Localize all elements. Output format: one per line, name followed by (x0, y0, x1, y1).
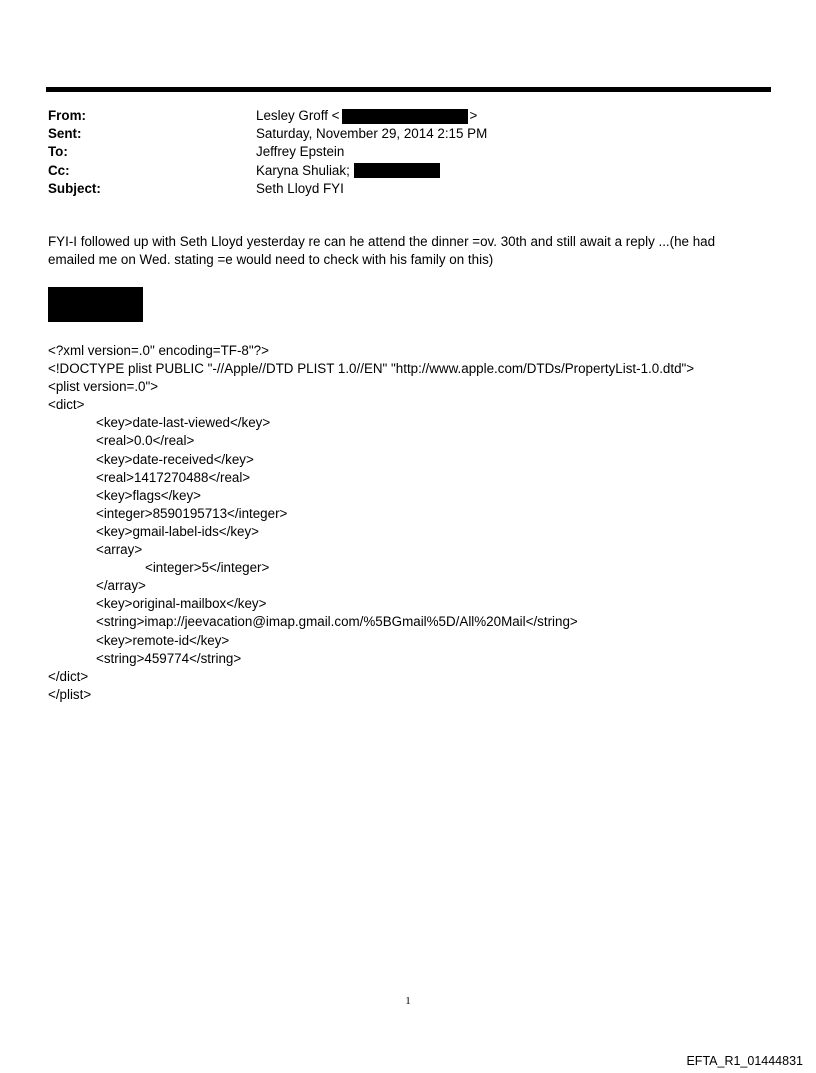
cc-value (256, 162, 440, 180)
plist-line: <real>0.0</real> (96, 433, 195, 449)
plist-line: <dict> (48, 397, 85, 413)
cc-label: Cc: (48, 162, 70, 178)
sent-value: Saturday, November 29, 2014 2:15 PM (256, 126, 488, 142)
plist-line: <key>remote-id</key> (96, 632, 230, 648)
to-value: Jeffrey Epstein (256, 144, 345, 160)
plist-code (48, 342, 694, 704)
plist-line: <!DOCTYPE plist PUBLIC "-//Apple//DTD PLIST 1.0//EN" "http://www.apple.com/DTDs/PropertyList-1.0.dtd"> (48, 361, 695, 377)
redaction-block (48, 287, 143, 322)
email-header (48, 107, 487, 198)
plist-line: <key>original-mailbox</key> (96, 596, 267, 612)
plist-line: <key>date-received</key> (96, 451, 254, 467)
cc-name: Karyna Shuliak; (256, 162, 350, 178)
to-label: To: (48, 144, 68, 160)
plist-line: </array> (96, 578, 146, 594)
redaction-bar (342, 109, 468, 124)
plist-line: <?xml version=.0" encoding=TF-8"?> (48, 343, 269, 358)
page-number: 1 (405, 995, 411, 1007)
document-id: EFTA_R1_01444831 (686, 1054, 803, 1068)
plist-line: <integer>5</integer> (145, 560, 270, 576)
header-rule (46, 87, 771, 92)
subject-value: Seth Lloyd FYI (256, 180, 344, 196)
plist-line: <string>459774</string> (96, 650, 242, 666)
plist-line: <key>date-last-viewed</key> (96, 415, 271, 431)
from-close: > (469, 108, 478, 123)
plist-line: <key>flags</key> (96, 487, 201, 503)
plist-line: <string>imap://jeevacation@imap.gmail.com/%5BGmail%5D/All%20Mail</string> (96, 614, 578, 630)
sent-row (48, 125, 487, 143)
plist-line: <plist version=.0"> (48, 379, 159, 395)
from-label: From: (48, 108, 86, 123)
from-value (256, 107, 477, 125)
email-body: FYI-I followed up with Seth Lloyd yesterday re can he attend the dinner =ov. 30th and still await a reply ...(he had emailed me on Wed. stating =e would need to check with his family on this) (48, 234, 716, 268)
from-name: Lesley Groff < (256, 108, 340, 123)
from-row (48, 107, 487, 125)
plist-line: <key>gmail-label-ids</key> (96, 523, 260, 539)
plist-line: </plist> (48, 686, 92, 702)
plist-line: </dict> (48, 668, 89, 684)
to-row (48, 143, 487, 161)
subject-label: Subject: (48, 180, 101, 196)
plist-line: <integer>8590195713</integer> (96, 505, 288, 521)
subject-row (48, 180, 487, 198)
plist-line: <real>1417270488</real> (96, 469, 251, 485)
sent-label: Sent: (48, 126, 82, 142)
plist-line: <array> (96, 542, 143, 558)
cc-row (48, 162, 487, 180)
redaction-bar (354, 163, 440, 178)
